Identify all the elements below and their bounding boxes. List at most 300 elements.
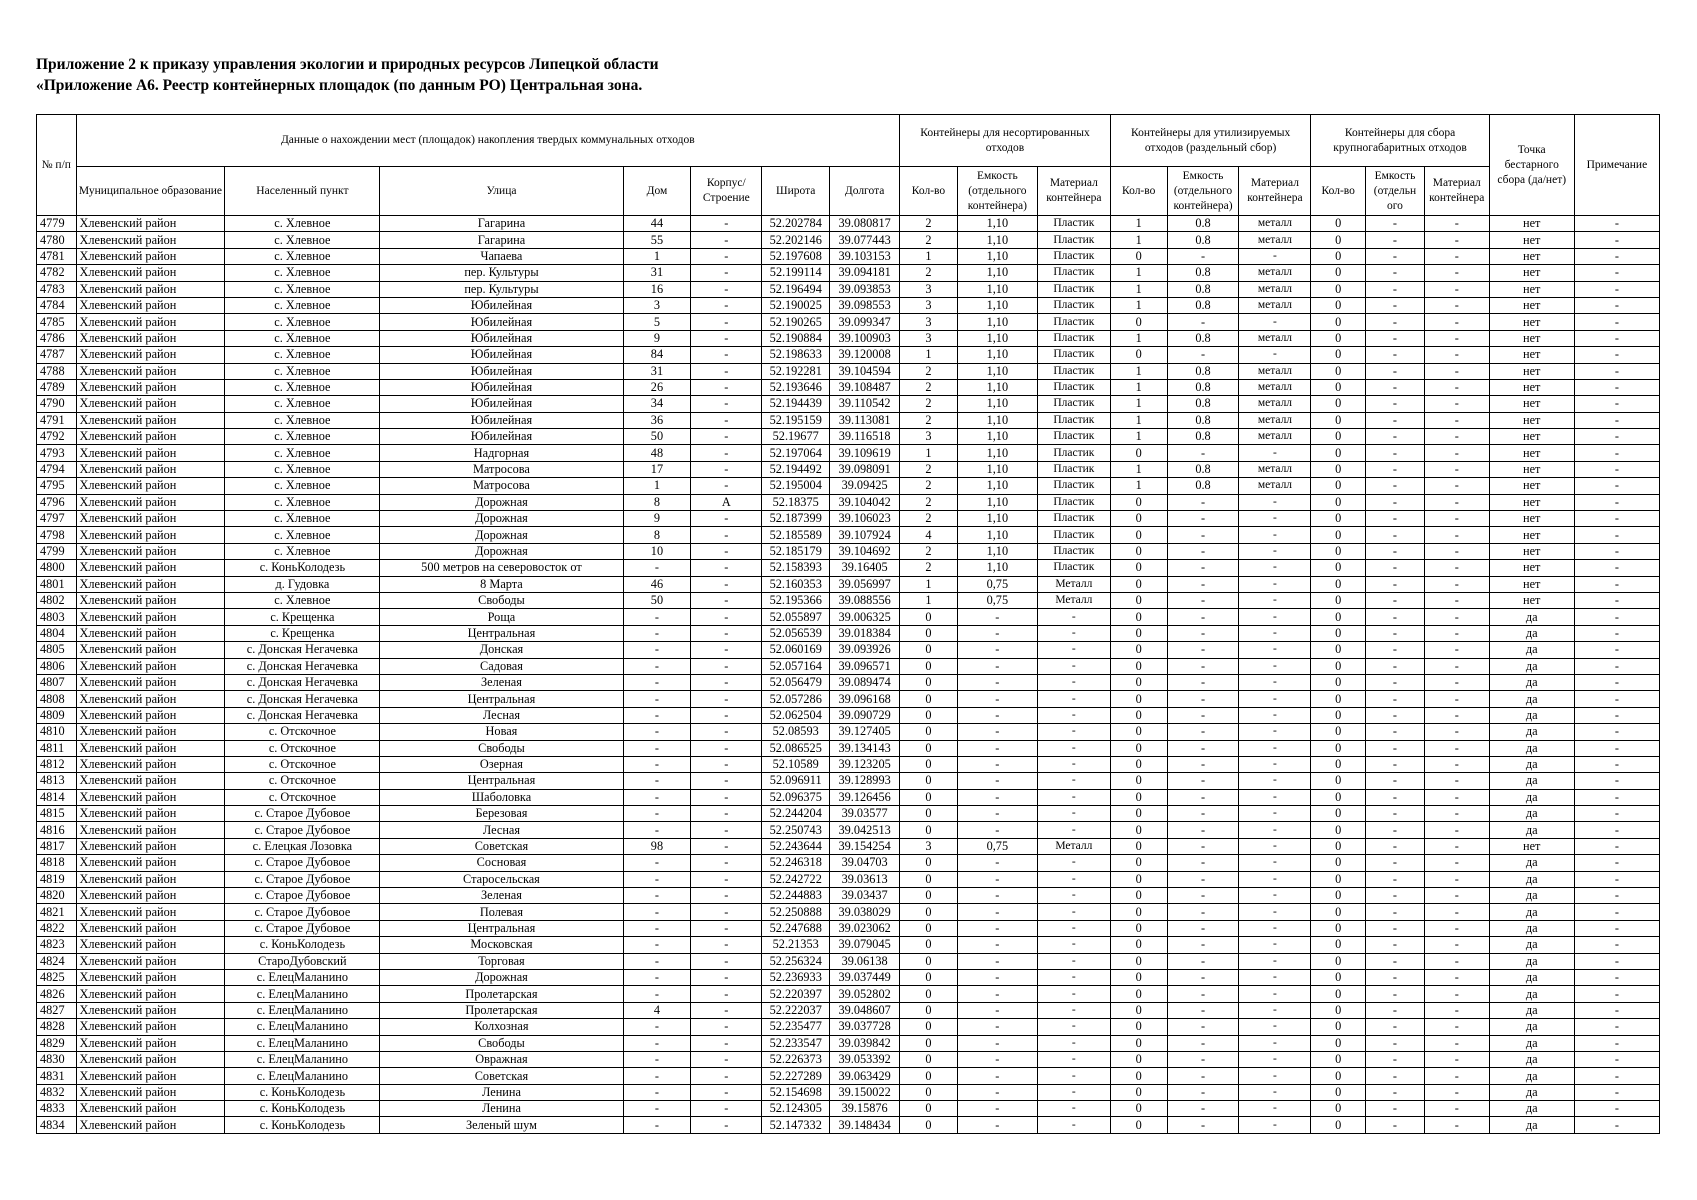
- cell-material-bulky: -: [1424, 871, 1489, 887]
- cell-material-bulky: -: [1424, 412, 1489, 428]
- cell-lat: 52.247688: [762, 920, 830, 936]
- cell-count-bulky: 0: [1311, 838, 1366, 854]
- header-capacity: Емкость (отдельного контейнера): [957, 167, 1037, 216]
- cell-count-recycle: 0: [1110, 838, 1167, 854]
- cell-note: -: [1574, 953, 1659, 969]
- cell-count-recycle: 0: [1110, 527, 1167, 543]
- header-settlement: Населенный пункт: [225, 167, 380, 216]
- cell-house: -: [623, 920, 691, 936]
- header-lon: Долгота: [830, 167, 900, 216]
- cell-house: 46: [623, 576, 691, 592]
- cell-capacity-bulky: -: [1366, 871, 1425, 887]
- cell-note: -: [1574, 888, 1659, 904]
- cell-capacity: -: [957, 1068, 1037, 1084]
- cell-building: -: [691, 904, 762, 920]
- cell-count-recycle: 0: [1110, 707, 1167, 723]
- cell-count-bulky: 0: [1311, 478, 1366, 494]
- cell-material: Металл: [1037, 838, 1110, 854]
- cell-capacity-recycle: 0.8: [1167, 478, 1239, 494]
- cell-building: -: [691, 838, 762, 854]
- cell-count: 2: [900, 511, 958, 527]
- cell-capacity-bulky: -: [1366, 576, 1425, 592]
- cell-capacity-recycle: -: [1167, 609, 1239, 625]
- cell-capacity-bulky: -: [1366, 1068, 1425, 1084]
- cell-note: -: [1574, 871, 1659, 887]
- cell-count: 2: [900, 216, 958, 232]
- table-row: [37, 920, 1660, 936]
- cell-street: Сосновая: [380, 855, 623, 871]
- cell-material-recycle: -: [1239, 904, 1311, 920]
- cell-note: -: [1574, 756, 1659, 772]
- table-row: [37, 888, 1660, 904]
- cell-street: Гагарина: [380, 216, 623, 232]
- cell-capacity: -: [957, 806, 1037, 822]
- cell-capacity-bulky: -: [1366, 494, 1425, 510]
- cell-material: -: [1037, 1117, 1110, 1133]
- cell-house: -: [623, 789, 691, 805]
- table-row: [37, 592, 1660, 608]
- cell-capacity-bulky: -: [1366, 724, 1425, 740]
- cell-count: 0: [900, 707, 958, 723]
- cell-material-recycle: металл: [1239, 297, 1311, 313]
- cell-lon: 39.03577: [830, 806, 900, 822]
- cell-count-bulky: 0: [1311, 412, 1366, 428]
- cell-point: да: [1489, 855, 1574, 871]
- cell-point: да: [1489, 888, 1574, 904]
- cell-municipality: Хлевенский район: [76, 281, 225, 297]
- cell-material-bulky: -: [1424, 1002, 1489, 1018]
- cell-number: 4810: [37, 724, 77, 740]
- cell-capacity-recycle: 0.8: [1167, 330, 1239, 346]
- cell-lon: 39.127405: [830, 724, 900, 740]
- cell-capacity-bulky: -: [1366, 822, 1425, 838]
- cell-material: Пластик: [1037, 379, 1110, 395]
- cell-count-recycle: 0: [1110, 658, 1167, 674]
- cell-settlement: с. Отскочное: [225, 789, 380, 805]
- cell-lat: 52.19677: [762, 429, 830, 445]
- header-number: № п/п: [37, 115, 77, 216]
- cell-number: 4826: [37, 986, 77, 1002]
- cell-lat: 52.185179: [762, 543, 830, 559]
- cell-count-recycle: 0: [1110, 1019, 1167, 1035]
- cell-house: -: [623, 806, 691, 822]
- cell-material: -: [1037, 724, 1110, 740]
- cell-material-recycle: -: [1239, 789, 1311, 805]
- cell-count: 3: [900, 330, 958, 346]
- cell-note: -: [1574, 1019, 1659, 1035]
- cell-capacity-bulky: -: [1366, 969, 1425, 985]
- cell-count-recycle: 0: [1110, 1101, 1167, 1117]
- cell-material-recycle: металл: [1239, 412, 1311, 428]
- cell-count-recycle: 0: [1110, 543, 1167, 559]
- table-row: [37, 216, 1660, 232]
- cell-count: 0: [900, 674, 958, 690]
- cell-street: Юбилейная: [380, 314, 623, 330]
- cell-lat: 52.233547: [762, 1035, 830, 1051]
- cell-point: нет: [1489, 265, 1574, 281]
- cell-count-recycle: 0: [1110, 1068, 1167, 1084]
- cell-note: -: [1574, 216, 1659, 232]
- cell-number: 4829: [37, 1035, 77, 1051]
- cell-street: Шаболовка: [380, 789, 623, 805]
- cell-number: 4818: [37, 855, 77, 871]
- cell-lon: 39.096571: [830, 658, 900, 674]
- cell-capacity-bulky: -: [1366, 248, 1425, 264]
- cell-count-bulky: 0: [1311, 806, 1366, 822]
- cell-count-recycle: 0: [1110, 609, 1167, 625]
- cell-material: Пластик: [1037, 330, 1110, 346]
- cell-settlement: с. Донская Негачевка: [225, 691, 380, 707]
- cell-street: Надгорная: [380, 445, 623, 461]
- cell-lon: 39.098091: [830, 461, 900, 477]
- cell-material-bulky: -: [1424, 707, 1489, 723]
- cell-point: нет: [1489, 445, 1574, 461]
- cell-count-recycle: 0: [1110, 806, 1167, 822]
- cell-material-bulky: -: [1424, 281, 1489, 297]
- cell-municipality: Хлевенский район: [76, 314, 225, 330]
- cell-material-recycle: -: [1239, 674, 1311, 690]
- cell-point: да: [1489, 1068, 1574, 1084]
- cell-material-bulky: -: [1424, 1101, 1489, 1117]
- cell-settlement: с. Хлевное: [225, 592, 380, 608]
- cell-lat: 52.08593: [762, 724, 830, 740]
- cell-street: Центральная: [380, 920, 623, 936]
- cell-lat: 52.055897: [762, 609, 830, 625]
- cell-count-recycle: 1: [1110, 297, 1167, 313]
- cell-material-bulky: -: [1424, 920, 1489, 936]
- cell-lon: 39.09425: [830, 478, 900, 494]
- cell-number: 4814: [37, 789, 77, 805]
- cell-municipality: Хлевенский район: [76, 1117, 225, 1133]
- cell-count-recycle: 1: [1110, 216, 1167, 232]
- cell-lon: 39.023062: [830, 920, 900, 936]
- cell-house: 1: [623, 248, 691, 264]
- cell-count: 0: [900, 1117, 958, 1133]
- cell-material-recycle: -: [1239, 1084, 1311, 1100]
- cell-capacity: 1,10: [957, 281, 1037, 297]
- cell-municipality: Хлевенский район: [76, 461, 225, 477]
- cell-capacity: 1,10: [957, 511, 1037, 527]
- cell-note: -: [1574, 838, 1659, 854]
- cell-house: -: [623, 1019, 691, 1035]
- cell-material-bulky: -: [1424, 379, 1489, 395]
- cell-capacity-bulky: -: [1366, 1101, 1425, 1117]
- cell-note: -: [1574, 1117, 1659, 1133]
- cell-lat: 52.060169: [762, 642, 830, 658]
- cell-count: 0: [900, 855, 958, 871]
- cell-count-bulky: 0: [1311, 920, 1366, 936]
- cell-municipality: Хлевенский район: [76, 609, 225, 625]
- cell-house: -: [623, 707, 691, 723]
- cell-point: нет: [1489, 347, 1574, 363]
- cell-point: да: [1489, 1101, 1574, 1117]
- cell-material-bulky: -: [1424, 511, 1489, 527]
- cell-municipality: Хлевенский район: [76, 248, 225, 264]
- cell-street: 500 метров на северовосток от: [380, 560, 623, 576]
- table-row: [37, 855, 1660, 871]
- cell-lat: 52.147332: [762, 1117, 830, 1133]
- cell-point: да: [1489, 806, 1574, 822]
- cell-material: Пластик: [1037, 281, 1110, 297]
- cell-material-bulky: -: [1424, 756, 1489, 772]
- cell-count: 0: [900, 1051, 958, 1067]
- cell-point: да: [1489, 724, 1574, 740]
- header-count-bulky: Кол-во: [1311, 167, 1366, 216]
- cell-lon: 39.104594: [830, 363, 900, 379]
- cell-material-bulky: -: [1424, 789, 1489, 805]
- cell-material-recycle: металл: [1239, 363, 1311, 379]
- cell-material-bulky: -: [1424, 445, 1489, 461]
- cell-capacity-bulky: -: [1366, 281, 1425, 297]
- cell-material-recycle: -: [1239, 658, 1311, 674]
- cell-lon: 39.150022: [830, 1084, 900, 1100]
- cell-material: -: [1037, 1002, 1110, 1018]
- cell-settlement: с. Старое Дубовое: [225, 822, 380, 838]
- cell-municipality: Хлевенский район: [76, 429, 225, 445]
- cell-material: Пластик: [1037, 461, 1110, 477]
- cell-count-recycle: 0: [1110, 969, 1167, 985]
- cell-municipality: Хлевенский район: [76, 232, 225, 248]
- cell-building: -: [691, 773, 762, 789]
- cell-lat: 52.21353: [762, 937, 830, 953]
- cell-municipality: Хлевенский район: [76, 592, 225, 608]
- cell-capacity-bulky: -: [1366, 658, 1425, 674]
- cell-material-recycle: -: [1239, 642, 1311, 658]
- cell-count: 0: [900, 658, 958, 674]
- cell-capacity-recycle: -: [1167, 1035, 1239, 1051]
- cell-building: -: [691, 707, 762, 723]
- cell-point: нет: [1489, 576, 1574, 592]
- cell-note: -: [1574, 592, 1659, 608]
- cell-capacity-bulky: -: [1366, 691, 1425, 707]
- cell-capacity: 1,10: [957, 330, 1037, 346]
- cell-point: да: [1489, 904, 1574, 920]
- cell-count: 0: [900, 806, 958, 822]
- cell-street: Лесная: [380, 822, 623, 838]
- cell-count: 0: [900, 937, 958, 953]
- cell-number: 4795: [37, 478, 77, 494]
- cell-capacity-bulky: -: [1366, 330, 1425, 346]
- cell-municipality: Хлевенский район: [76, 1035, 225, 1051]
- cell-capacity: 1,10: [957, 494, 1037, 510]
- cell-street: Новая: [380, 724, 623, 740]
- cell-lat: 52.222037: [762, 1002, 830, 1018]
- cell-capacity-recycle: -: [1167, 560, 1239, 576]
- cell-capacity: -: [957, 1051, 1037, 1067]
- cell-street: пер. Культуры: [380, 265, 623, 281]
- cell-number: 4780: [37, 232, 77, 248]
- cell-capacity-bulky: -: [1366, 511, 1425, 527]
- cell-settlement: с. ЕлецМаланино: [225, 986, 380, 1002]
- table-row: [37, 756, 1660, 772]
- cell-building: -: [691, 543, 762, 559]
- cell-count-recycle: 0: [1110, 986, 1167, 1002]
- cell-count-bulky: 0: [1311, 609, 1366, 625]
- table-body: [37, 216, 1660, 1134]
- cell-house: 8: [623, 494, 691, 510]
- cell-point: нет: [1489, 478, 1574, 494]
- cell-municipality: Хлевенский район: [76, 937, 225, 953]
- cell-settlement: с. ЕлецМаланино: [225, 1002, 380, 1018]
- cell-material: Металл: [1037, 592, 1110, 608]
- cell-capacity: -: [957, 1019, 1037, 1035]
- cell-capacity: 1,10: [957, 560, 1037, 576]
- cell-count-bulky: 0: [1311, 429, 1366, 445]
- cell-number: 4813: [37, 773, 77, 789]
- cell-count: 0: [900, 625, 958, 641]
- cell-material-recycle: -: [1239, 969, 1311, 985]
- cell-settlement: с. ЕлецМаланино: [225, 1035, 380, 1051]
- cell-capacity: -: [957, 888, 1037, 904]
- cell-point: нет: [1489, 511, 1574, 527]
- cell-capacity: -: [957, 740, 1037, 756]
- cell-building: -: [691, 461, 762, 477]
- header-group-recycle: Контейнеры для утилизируемых отходов (раздельный сбор): [1110, 115, 1311, 167]
- cell-number: 4796: [37, 494, 77, 510]
- cell-count-bulky: 0: [1311, 445, 1366, 461]
- table-row: [37, 937, 1660, 953]
- cell-capacity-recycle: -: [1167, 592, 1239, 608]
- cell-capacity: 0,75: [957, 592, 1037, 608]
- cell-lon: 39.039842: [830, 1035, 900, 1051]
- cell-count-recycle: 0: [1110, 592, 1167, 608]
- cell-house: 50: [623, 429, 691, 445]
- cell-count-recycle: 0: [1110, 920, 1167, 936]
- cell-building: -: [691, 937, 762, 953]
- cell-capacity-recycle: -: [1167, 1117, 1239, 1133]
- cell-point: да: [1489, 625, 1574, 641]
- cell-house: -: [623, 773, 691, 789]
- cell-material-recycle: -: [1239, 1035, 1311, 1051]
- cell-street: Центральная: [380, 773, 623, 789]
- cell-material-recycle: -: [1239, 691, 1311, 707]
- cell-capacity-recycle: -: [1167, 855, 1239, 871]
- table-row: [37, 347, 1660, 363]
- cell-point: нет: [1489, 248, 1574, 264]
- cell-number: 4830: [37, 1051, 77, 1067]
- table-row: [37, 642, 1660, 658]
- cell-capacity-bulky: -: [1366, 297, 1425, 313]
- cell-lat: 52.185589: [762, 527, 830, 543]
- cell-note: -: [1574, 1068, 1659, 1084]
- table-row: [37, 314, 1660, 330]
- cell-count: 0: [900, 740, 958, 756]
- cell-point: нет: [1489, 314, 1574, 330]
- cell-building: -: [691, 314, 762, 330]
- cell-material-bulky: -: [1424, 658, 1489, 674]
- cell-capacity: -: [957, 773, 1037, 789]
- cell-municipality: Хлевенский район: [76, 642, 225, 658]
- cell-settlement: с. КоньКолодезь: [225, 1101, 380, 1117]
- cell-building: -: [691, 1019, 762, 1035]
- cell-capacity-recycle: -: [1167, 1084, 1239, 1100]
- cell-lon: 39.15876: [830, 1101, 900, 1117]
- cell-material-bulky: -: [1424, 937, 1489, 953]
- cell-material: Пластик: [1037, 511, 1110, 527]
- cell-house: -: [623, 969, 691, 985]
- cell-street: Юбилейная: [380, 412, 623, 428]
- cell-material: -: [1037, 789, 1110, 805]
- cell-note: -: [1574, 363, 1659, 379]
- cell-capacity: -: [957, 953, 1037, 969]
- cell-lon: 39.090729: [830, 707, 900, 723]
- cell-number: 4804: [37, 625, 77, 641]
- cell-point: нет: [1489, 494, 1574, 510]
- header-street: Улица: [380, 167, 623, 216]
- cell-lat: 52.244883: [762, 888, 830, 904]
- cell-number: 4790: [37, 396, 77, 412]
- cell-point: нет: [1489, 543, 1574, 559]
- cell-note: -: [1574, 1002, 1659, 1018]
- cell-capacity: -: [957, 609, 1037, 625]
- cell-number: 4792: [37, 429, 77, 445]
- cell-note: -: [1574, 937, 1659, 953]
- cell-count: 0: [900, 1068, 958, 1084]
- cell-lat: 52.056539: [762, 625, 830, 641]
- cell-count: 3: [900, 429, 958, 445]
- cell-street: Матросова: [380, 461, 623, 477]
- cell-building: -: [691, 953, 762, 969]
- cell-building: -: [691, 1117, 762, 1133]
- cell-number: 4789: [37, 379, 77, 395]
- cell-point: нет: [1489, 560, 1574, 576]
- header-material-bulky: Материал контейнера: [1424, 167, 1489, 216]
- cell-settlement: с. Хлевное: [225, 494, 380, 510]
- cell-capacity-bulky: -: [1366, 265, 1425, 281]
- cell-settlement: с. Хлевное: [225, 363, 380, 379]
- cell-count-bulky: 0: [1311, 1084, 1366, 1100]
- cell-material-bulky: -: [1424, 855, 1489, 871]
- cell-lon: 39.134143: [830, 740, 900, 756]
- cell-count-recycle: 0: [1110, 724, 1167, 740]
- cell-lat: 52.194439: [762, 396, 830, 412]
- cell-lat: 52.056479: [762, 674, 830, 690]
- cell-building: -: [691, 412, 762, 428]
- cell-municipality: Хлевенский район: [76, 904, 225, 920]
- cell-lat: 52.195159: [762, 412, 830, 428]
- cell-capacity-bulky: -: [1366, 396, 1425, 412]
- cell-capacity-bulky: -: [1366, 560, 1425, 576]
- cell-municipality: Хлевенский район: [76, 674, 225, 690]
- cell-material-recycle: -: [1239, 953, 1311, 969]
- cell-lon: 39.079045: [830, 937, 900, 953]
- cell-note: -: [1574, 347, 1659, 363]
- cell-number: 4812: [37, 756, 77, 772]
- cell-lon: 39.108487: [830, 379, 900, 395]
- cell-number: 4788: [37, 363, 77, 379]
- cell-lat: 52.154698: [762, 1084, 830, 1100]
- cell-house: 9: [623, 330, 691, 346]
- cell-lon: 39.094181: [830, 265, 900, 281]
- cell-number: 4779: [37, 216, 77, 232]
- cell-municipality: Хлевенский район: [76, 1101, 225, 1117]
- cell-street: Овражная: [380, 1051, 623, 1067]
- cell-note: -: [1574, 494, 1659, 510]
- cell-street: Юбилейная: [380, 347, 623, 363]
- cell-point: да: [1489, 707, 1574, 723]
- cell-building: -: [691, 232, 762, 248]
- cell-settlement: с. Старое Дубовое: [225, 888, 380, 904]
- cell-number: 4784: [37, 297, 77, 313]
- cell-count-bulky: 0: [1311, 888, 1366, 904]
- cell-capacity: 1,10: [957, 379, 1037, 395]
- cell-material-bulky: -: [1424, 1051, 1489, 1067]
- cell-point: нет: [1489, 297, 1574, 313]
- cell-material-recycle: -: [1239, 838, 1311, 854]
- cell-note: -: [1574, 1101, 1659, 1117]
- cell-building: -: [691, 297, 762, 313]
- cell-count: 0: [900, 609, 958, 625]
